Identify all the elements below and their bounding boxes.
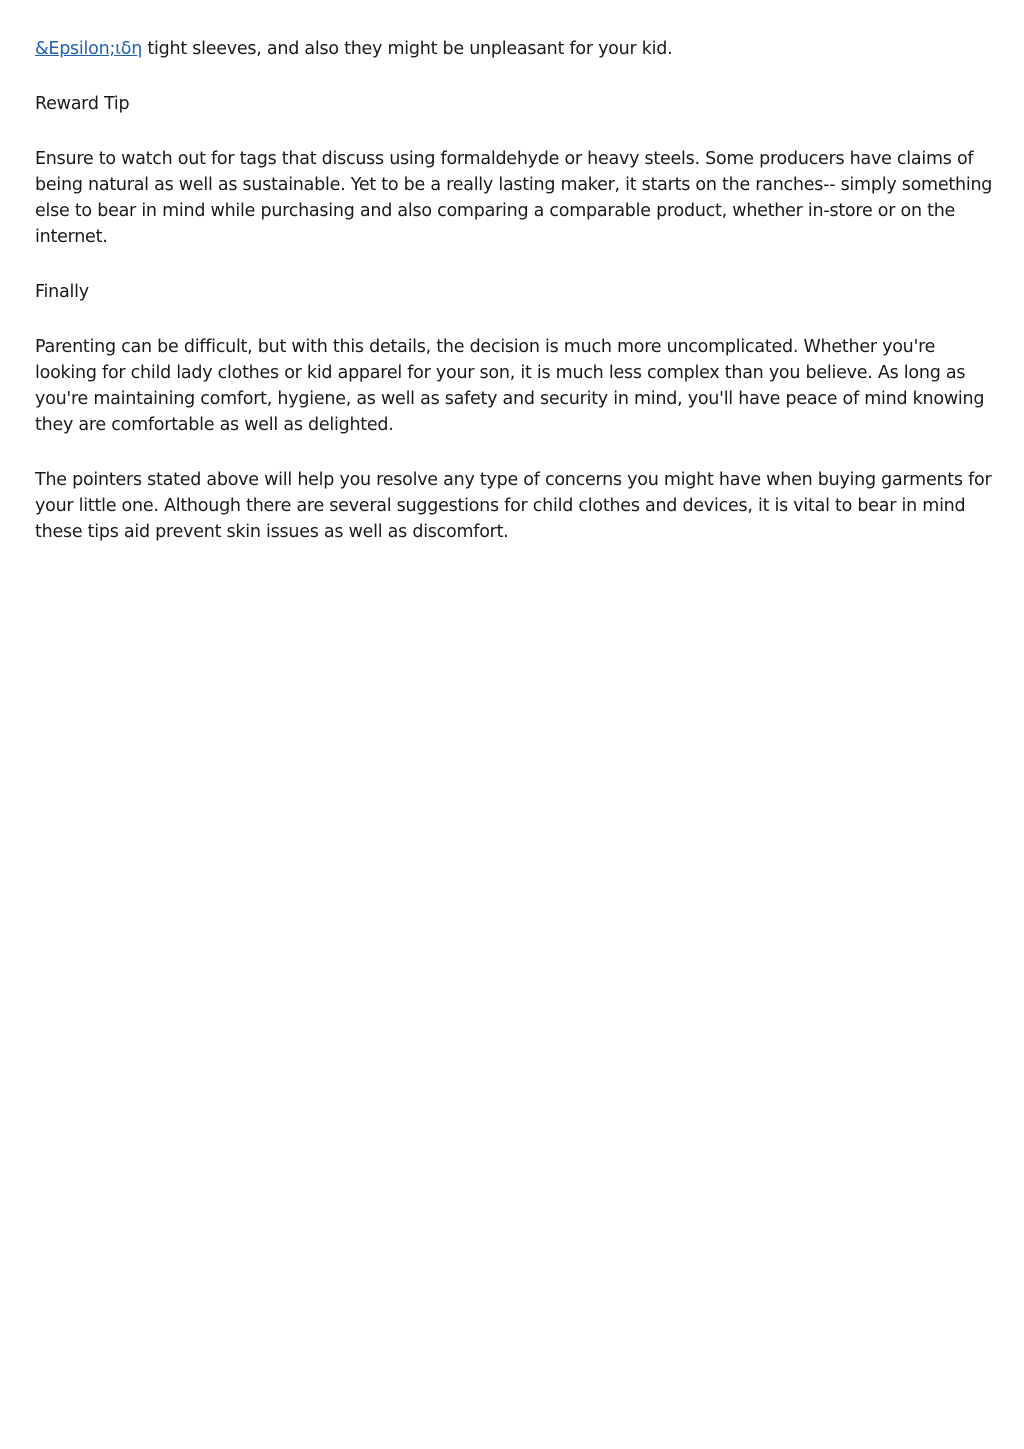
paragraph-pointers: The pointers stated above will help you resolve any type of concerns you might have when buying garments for your little one. Although there are several suggestions for child clothes and devices, it is vital to bear in mind these tips aid prevent skin issues as well as discomfort.	[35, 470, 992, 542]
paragraph-reward-tip: Ensure to watch out for tags that discuss using formaldehyde or heavy steels. Some producers have claims of being natural as well as sustainable. Yet to be a really lasting maker, it starts on the ranches-- simply something else to bear in mind while purchasing and also comparing a comparable product, whether in-store or on the internet.	[35, 149, 993, 247]
paragraph-parenting: Parenting can be difficult, but with this details, the decision is much more uncomplicated. Whether you're looking for child lady clothes or kid apparel for your son, it is much less complex than you believe. As long as you're maintaining comfort, hygiene, as well as safety and security in mind, you'll have peace of mind knowing they are comfortable as well as delighted.	[35, 337, 985, 435]
intro-paragraph	[35, 36, 993, 62]
intro-text: tight sleeves, and also they might be unpleasant for your kid.	[147, 39, 673, 59]
heading-finally: Finally	[35, 282, 89, 302]
heading-reward-tip: Reward Tip	[35, 94, 130, 114]
inline-link[interactable]: &Epsilon;ιδη	[35, 39, 143, 59]
document-body	[35, 36, 993, 574]
